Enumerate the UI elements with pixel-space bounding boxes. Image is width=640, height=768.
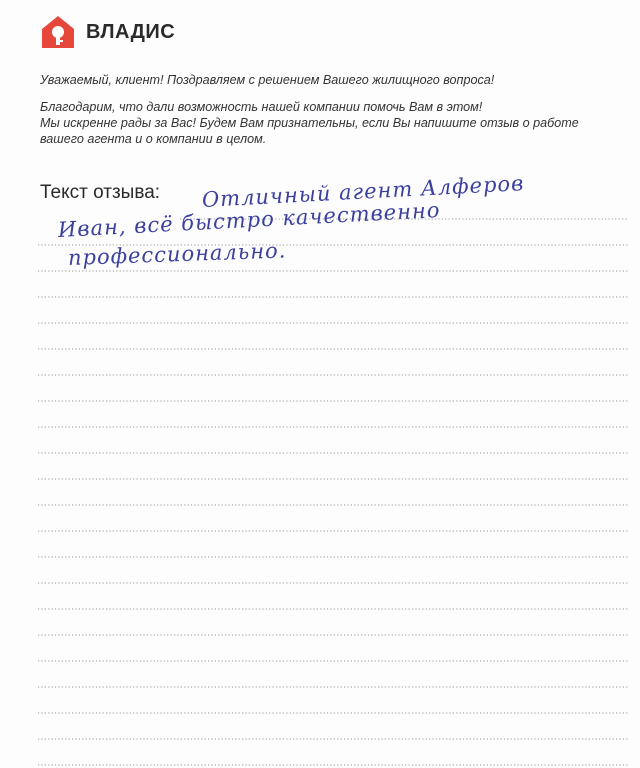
intro-request: Мы искренне рады за Вас! Будем Вам признательны, если Вы напишите отзыв о работе: [40, 116, 579, 130]
review-label: Текст отзыва:: [40, 182, 161, 203]
intro-thanks: Благодарим, что дали возможность нашей компании помочь Вам в этом!: [40, 100, 483, 114]
brand-name: ВЛАДИС: [86, 20, 176, 43]
house-key-logo-icon: [40, 14, 76, 50]
handwritten-line-3: профессионально.: [67, 238, 287, 270]
intro-greeting: Уважаемый, клиент! Поздравляем с решением Вашего жилищного вопроса!: [40, 73, 495, 87]
company-logo: [40, 14, 175, 50]
intro-text: [40, 72, 620, 147]
intro-request-cont: вашего агента и о компании в целом.: [40, 132, 267, 146]
handwritten-line-1: Отличный агент Алферов: [201, 171, 525, 212]
handwritten-line-2: Иван, всё быстро качественно: [57, 197, 441, 242]
